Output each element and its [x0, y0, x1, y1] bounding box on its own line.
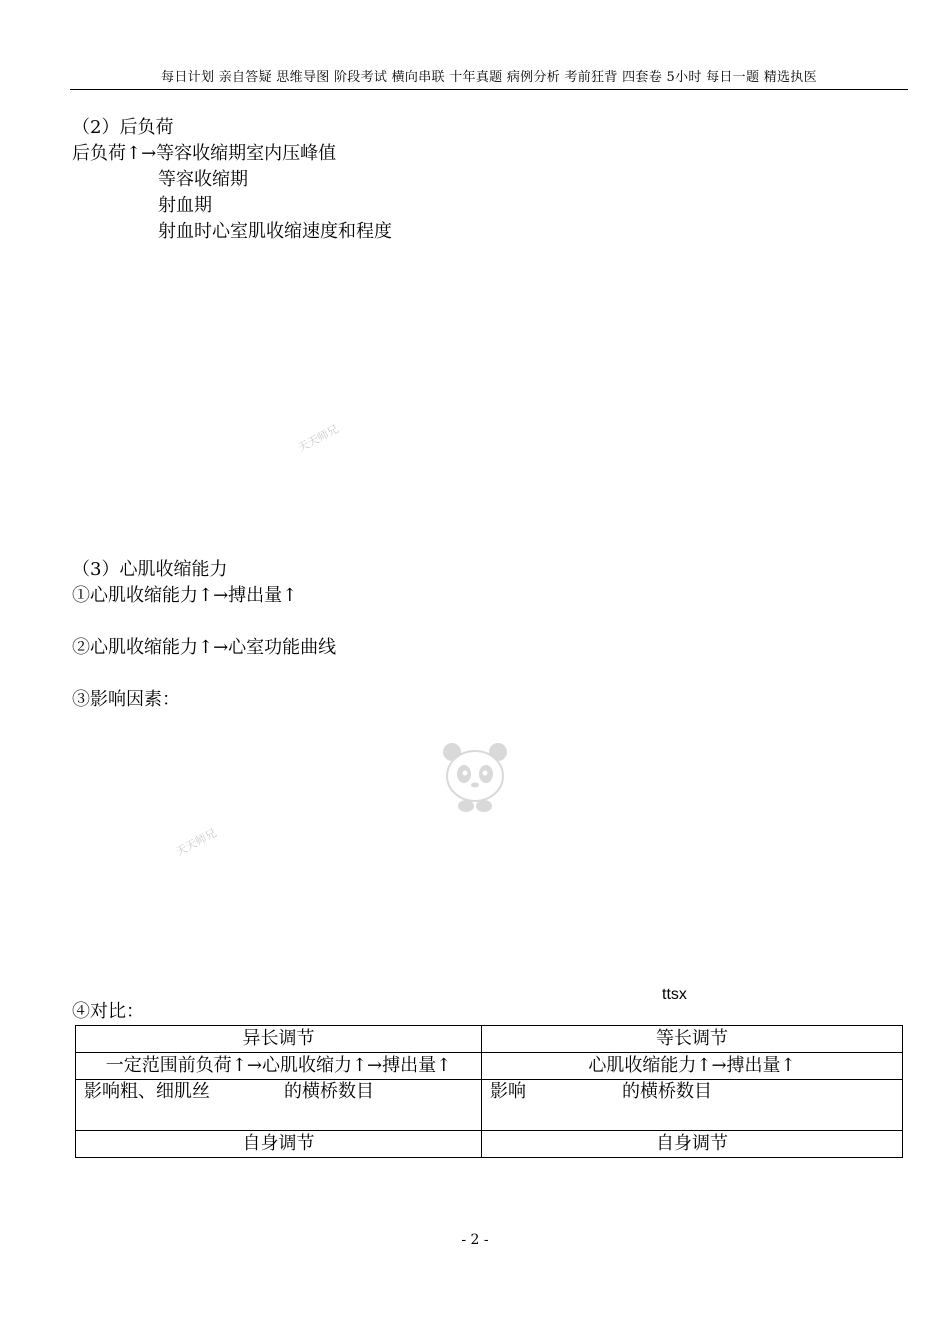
panda-watermark-icon: [438, 740, 512, 814]
section2-line4: 射血时心室肌收缩速度和程度: [158, 221, 392, 242]
section3-item2: ②心肌收缩能力↑→心室功能曲线: [72, 637, 337, 658]
section2-line1: 后负荷↑→等容收缩期室内压峰值: [72, 143, 337, 164]
section2-line2: 等容收缩期: [158, 169, 248, 190]
table-row: [76, 1080, 903, 1131]
type-cell-left: 自身调节: [76, 1131, 482, 1158]
section2-line3: 射血期: [158, 195, 212, 216]
influence-right-suffix: 的横桥数目: [622, 1081, 712, 1102]
ttsx-label: ttsx: [662, 986, 687, 1003]
influence-left-prefix: 影响粗、细肌丝: [84, 1081, 210, 1102]
mechanism-cell-right: 心肌收缩能力↑→搏出量↑: [482, 1053, 903, 1080]
influence-left-suffix: 的横桥数目: [284, 1081, 374, 1102]
table-row: [76, 1053, 903, 1080]
page-number: - 2 -: [461, 1232, 489, 1248]
comparison-table: [75, 1025, 903, 1158]
influence-cell-right: [482, 1080, 903, 1131]
mechanism-cell-left: 一定范围前负荷↑→心肌收缩力↑→搏出量↑: [76, 1053, 482, 1080]
header-nav: 每日计划 亲自答疑 思维导图 阶段考试 横向串联 十年真题 病例分析 考前狂背 四套卷 5小时 每日一题 精选执医: [70, 66, 908, 90]
section3-item3: ③影响因素：: [72, 689, 180, 710]
table-row: [76, 1026, 903, 1053]
table-row: [76, 1131, 903, 1158]
section2-heading: （2）后负荷: [72, 117, 174, 138]
header-cell-homometric: 等长调节: [482, 1026, 903, 1053]
watermark-text: 天天师兄: [295, 422, 341, 455]
header-cell-heterometric: 异长调节: [76, 1026, 482, 1053]
section3-heading: （3）心肌收缩能力: [72, 559, 228, 580]
type-cell-right: 自身调节: [482, 1131, 903, 1158]
section3-item1: ①心肌收缩能力↑→搏出量↑: [72, 585, 298, 606]
influence-cell-left: [76, 1080, 482, 1131]
section3-item4: ④对比：: [72, 1001, 144, 1022]
influence-right-prefix: 影响: [490, 1081, 526, 1102]
watermark-text: 天天师兄: [173, 826, 219, 859]
